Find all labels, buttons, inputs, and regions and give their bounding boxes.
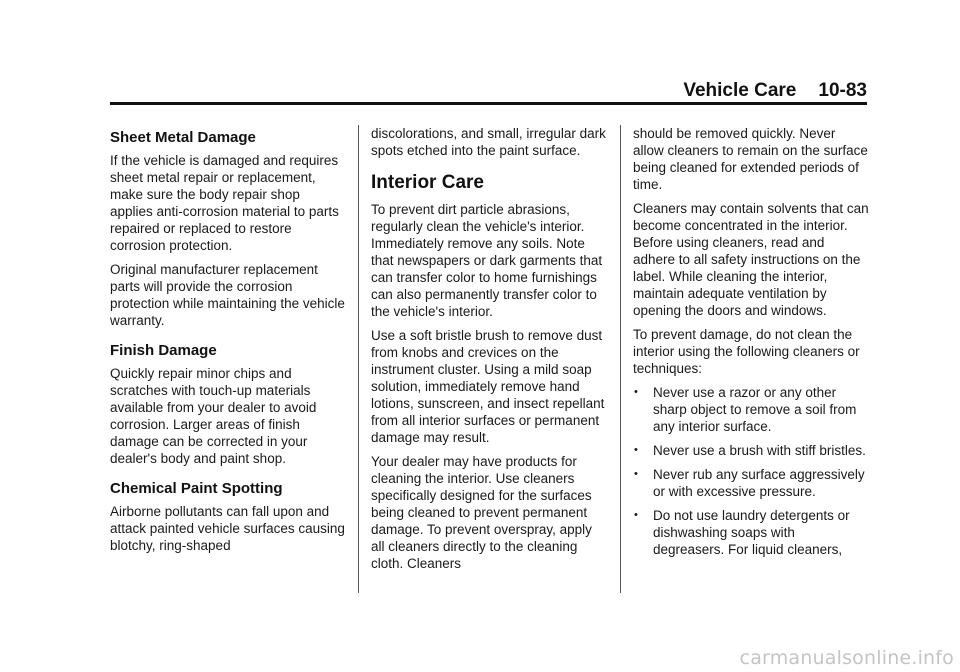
paragraph: To prevent damage, do not clean the interior using the following cleaners or techniques: [633,327,860,376]
heading-sheet-metal-damage: Sheet Metal Damage [110,129,256,146]
paragraph: Airborne pollutants can fall upon and attack painted vehicle surfaces causing blotchy, ring-shaped [110,504,345,553]
page-number: 10-83 [818,80,867,101]
column-1 [110,125,346,561]
list-item [633,384,869,435]
bullet-list [633,384,869,558]
list-item [633,507,869,558]
column-divider-1 [358,125,359,593]
list-item-text: Never use a brush with stiff bristles. [653,443,866,458]
paragraph: should be removed quickly. Never allow cleaners to remain on the surface being cleaned for extended periods of time. [633,126,868,192]
heading-chemical-paint-spotting: Chemical Paint Spotting [110,480,283,497]
paragraph: discolorations, and small, irregular dark spots etched into the paint surface. [371,126,606,158]
paragraph: Use a soft bristle brush to remove dust from knobs and crevices on the instrument cluster. Using a mild soap solution, immediately remove hand lotions, sunscreen, and insect repellant from all interior surfaces or permanent damage may result. [371,328,605,445]
paragraph: Your dealer may have products for cleaning the interior. Use cleaners specifically designed for the surfaces being cleaned to prevent permanent damage. To prevent overspray, apply all cleaners directly to the cleaning cloth. Cleaners [371,454,592,571]
column-3 [633,125,869,565]
list-item-text: Do not use laundry detergents or dishwashing soaps with degreasers. For liquid cleaners, [653,508,850,557]
list-item [633,442,869,459]
list-item-text: Never use a razor or any other sharp object to remove a soil from any interior surface. [653,385,857,434]
bullet-icon: • [634,444,638,456]
paragraph: Original manufacturer replacement parts will provide the corrosion protection while maintaining the vehicle warranty. [110,262,345,328]
running-header [110,78,867,104]
paragraph: To prevent dirt particle abrasions, regularly clean the vehicle's interior. Immediately remove any soils. Note that newspapers or dark garments that can transfer color to home furnishings can also permanently transfer color to the vehicle's interior. [371,202,603,319]
heading-finish-damage: Finish Damage [110,342,217,359]
list-item-text: Never rub any surface aggressively or with excessive pressure. [653,467,865,499]
list-item [633,466,869,500]
paragraph: Quickly repair minor chips and scratches with touch-up materials available from your dealer to avoid corrosion. Larger areas of finish damage can be corrected in your dealer's body and paint shop. [110,366,317,466]
watermark: carmanualsonline.info [739,647,954,669]
bullet-icon: • [634,468,638,480]
header-section-title: Vehicle Care [683,80,797,101]
bullet-icon: • [634,509,638,521]
column-divider-2 [620,125,621,593]
heading-interior-care: Interior Care [371,172,484,193]
paragraph: Cleaners may contain solvents that can become concentrated in the interior. Before using cleaners, read and adhere to all safety instructions on the label. While cleaning the interior, maintain adequate ventilation by opening the doors and windows. [633,201,869,318]
header-rule [110,102,867,105]
column-2 [371,125,609,579]
paragraph: If the vehicle is damaged and requires sheet metal repair or replacement, make sure the body repair shop applies anti-corrosion material to parts repaired or replaced to restore corrosion protection. [110,153,339,253]
bullet-icon: • [634,386,638,398]
